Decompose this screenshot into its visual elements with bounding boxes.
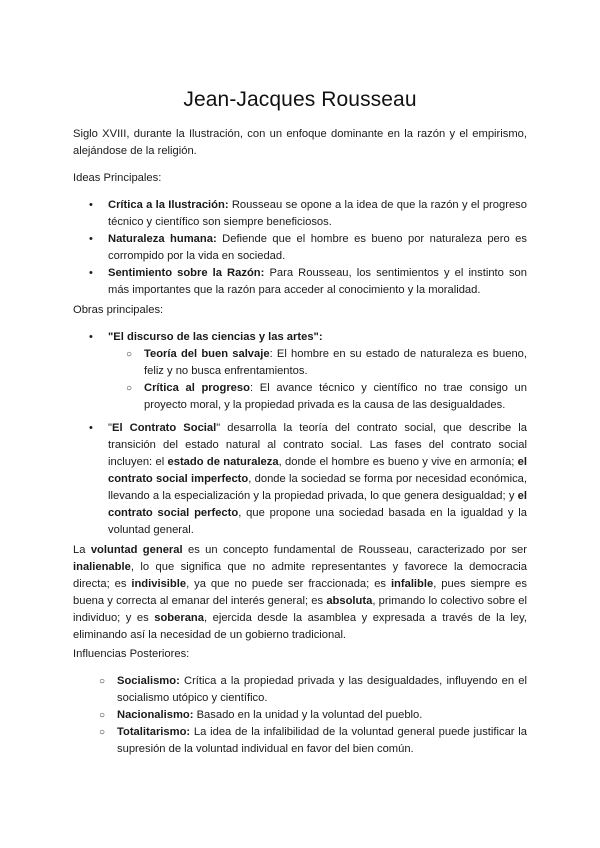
bullet-icon: • (89, 331, 93, 343)
contrato-bold: estado de naturaleza (167, 456, 279, 468)
list-item (73, 197, 527, 231)
contrato-text: , donde la sociedad se forma por necesidad económica, llevando a la especialización y la propiedad privada, lo que genera desigualdad; y (108, 473, 527, 502)
sub-text: : El hombre en su estado de naturaleza es bueno, feliz y no busca enfrentamientos. (144, 348, 527, 377)
contrato-bold: el contrato social perfecto (108, 490, 527, 519)
influencia-term: Totalitarismo: (117, 726, 191, 738)
circle-bullet-icon: ○ (126, 349, 133, 360)
influencia-text: Basado en la unidad y la voluntad del pueblo. (193, 709, 423, 721)
list-item (73, 329, 527, 414)
page-title: Jean-Jacques Rousseau (183, 88, 417, 111)
voluntad-text: es un concepto fundamental de Rousseau, caracterizado por ser (182, 544, 527, 556)
contrato-text: , donde el hombre es bueno y vive en armonía; (278, 456, 518, 468)
idea-term: Crítica a la Ilustración: (108, 199, 229, 211)
idea-term: Sentimiento sobre la Razón: (108, 267, 265, 279)
list-item (108, 346, 527, 380)
obras-list-contrato (73, 420, 527, 539)
sub-term: Teoría del buen salvaje (144, 348, 270, 360)
bullet-icon: • (89, 267, 93, 279)
influencias-list (99, 673, 527, 758)
circle-bullet-icon: ○ (99, 710, 106, 721)
voluntad-text: , ejercida desde la asamblea y expresada a través de la ley, eliminando así la necesidad de un gobierno tradicional. (73, 612, 527, 641)
obras-list-discurso (73, 329, 527, 414)
voluntad-bold: soberana (154, 612, 204, 624)
obra-title: "El discurso de las ciencias y las artes": (108, 331, 323, 343)
idea-text: Defiende que el hombre es bueno por naturaleza pero es corrompido por la vida en sociedad. (108, 233, 527, 262)
contrato-term: El Contrato Social (111, 422, 217, 434)
circle-bullet-icon: ○ (126, 383, 133, 394)
list-item (73, 265, 527, 299)
bullet-icon: • (89, 199, 93, 211)
list-item (99, 707, 527, 724)
bullet-icon: • (89, 233, 93, 245)
discurso-sublist (108, 346, 527, 414)
influencia-term: Nacionalismo: (117, 709, 194, 721)
ideas-heading: Ideas Principales: (73, 172, 162, 184)
bullet-icon: • (89, 422, 93, 434)
contrato-text: , que propone una sociedad basada en la igualdad y la voluntad general. (108, 507, 527, 536)
obras-heading: Obras principales: (73, 304, 164, 316)
influencia-text: La idea de la infalibilidad de la voluntad general puede justificar la supresión de la voluntad individual en favor del bien común. (117, 726, 527, 755)
voluntad-text: , pues siempre es buena y correcta al emanar del interés general; es (73, 578, 527, 607)
voluntad-bold: infalible (390, 578, 434, 590)
voluntad-text: , primando lo colectivo sobre el individuo; y es (73, 595, 528, 624)
voluntad-text: , ya que no puede ser fraccionada; es (186, 578, 391, 590)
sub-text: : El avance técnico y científico no trae consigo un proyecto moral, y la propiedad privada es la causa de las desigualdades. (144, 382, 527, 411)
voluntad-text: , lo que significa que no admite representantes y favorece la democracia directa; es (73, 561, 527, 590)
voluntad-bold: voluntad general (90, 544, 183, 556)
idea-text: Para Rousseau, los sentimientos y el instinto son más importantes que la razón para acceder al conocimiento y la moralidad. (108, 267, 528, 296)
idea-text: Rousseau se opone a la idea de que la razón y el progreso técnico y científico son siempre beneficiosos. (108, 199, 527, 228)
list-item (99, 724, 527, 758)
quote-open: " (108, 422, 112, 434)
contrato-text: " desarrolla la teoría del contrato social, que describe la transición del estado natural al contrato social. Las fases del contrato social incluyen: el (108, 422, 527, 468)
circle-bullet-icon: ○ (99, 676, 106, 687)
intro-paragraph: Siglo XVIII, durante la Ilustración, con un enfoque dominante en la razón y el empirismo, alejándose de la religión. (73, 128, 527, 157)
list-item (99, 673, 527, 707)
ideas-list (73, 197, 527, 299)
influencias-heading: Influencias Posteriores: (73, 648, 190, 660)
voluntad-bold: inalienable (73, 561, 131, 573)
list-item (73, 420, 527, 539)
voluntad-bold: indivisible (131, 578, 187, 590)
circle-bullet-icon: ○ (99, 727, 106, 738)
influencia-text: Crítica a la propiedad privada y las desigualdades, influyendo en el socialismo utópico y científico. (117, 675, 527, 704)
list-item (108, 380, 527, 414)
idea-term: Naturaleza humana: (108, 233, 217, 245)
influencia-term: Socialismo: (117, 675, 180, 687)
voluntad-bold: absoluta (326, 595, 373, 607)
voluntad-text: La (73, 544, 91, 556)
voluntad-paragraph (73, 542, 527, 644)
sub-term: Crítica al progreso (144, 382, 250, 394)
contrato-bold: el contrato social imperfecto (108, 456, 527, 485)
list-item (73, 231, 527, 265)
